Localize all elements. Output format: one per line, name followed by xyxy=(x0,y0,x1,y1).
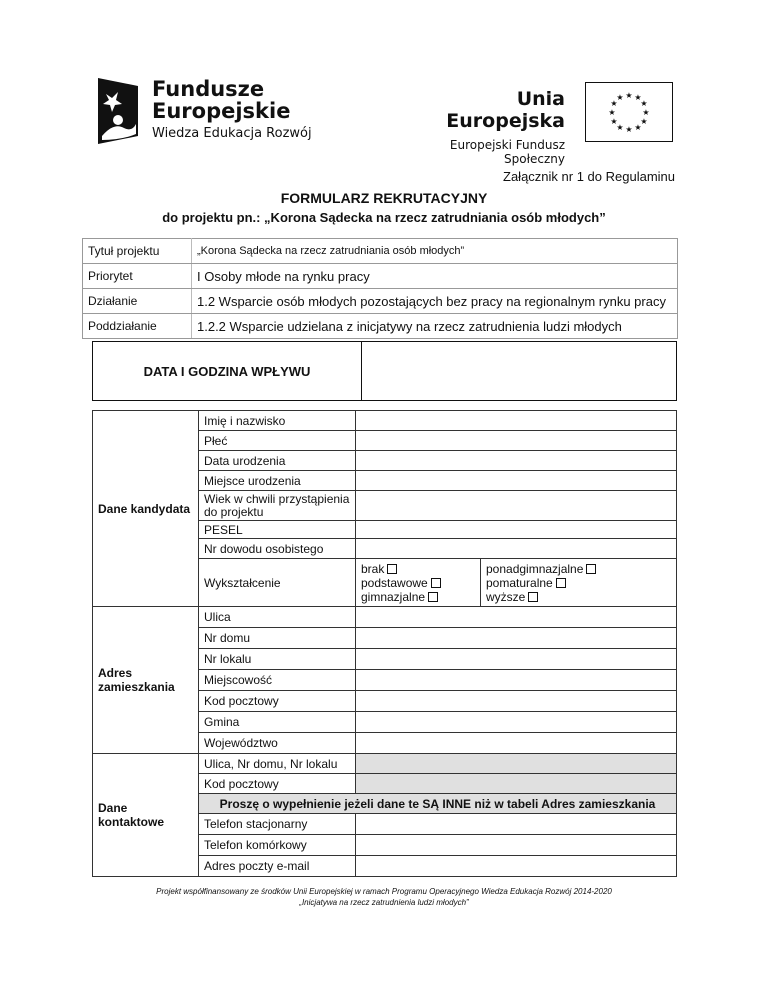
ue-subtitle: Europejski Fundusz Społeczny xyxy=(449,138,565,166)
street-input[interactable] xyxy=(356,607,677,628)
footer xyxy=(0,886,768,908)
fe-logo-line1: Fundusze xyxy=(152,77,265,101)
field-label: Województwo xyxy=(199,733,356,754)
project-info-table xyxy=(82,238,678,339)
education-option[interactable] xyxy=(486,576,671,590)
apartment-number-input[interactable] xyxy=(356,649,677,670)
field-label: Adres poczty e-mail xyxy=(199,856,356,877)
option-label: podstawowe xyxy=(361,575,428,590)
field-label: Ulica, Nr domu, Nr lokalu xyxy=(199,754,356,774)
project-row xyxy=(83,289,678,314)
option-label: wyższe xyxy=(486,589,526,604)
checkbox-icon[interactable] xyxy=(428,592,438,602)
option-label: brak xyxy=(361,561,385,576)
checkbox-icon[interactable] xyxy=(586,564,596,574)
checkbox-icon[interactable] xyxy=(528,592,538,602)
field-label: PESEL xyxy=(199,521,356,539)
section-candidate: Dane kandydata xyxy=(93,411,199,607)
birth-date-input[interactable] xyxy=(356,451,677,471)
education-options-2 xyxy=(481,559,677,607)
contact-note: Proszę o wypełnienie jeżeli dane te SĄ INNE niż w tabeli Adres zamieszkania xyxy=(199,794,677,814)
svg-text:★: ★ xyxy=(640,99,648,108)
project-value: I Osoby młode na rynku pracy xyxy=(192,264,678,289)
birth-place-input[interactable] xyxy=(356,471,677,491)
field-label: Data urodzenia xyxy=(199,451,356,471)
fe-logo-text xyxy=(152,78,312,141)
field-label: Płeć xyxy=(199,431,356,451)
form-title: FORMULARZ REKRUTACYJNY xyxy=(280,190,488,206)
checkbox-icon[interactable] xyxy=(387,564,397,574)
svg-text:★: ★ xyxy=(642,108,650,117)
municipality-input[interactable] xyxy=(356,712,677,733)
field-label: Nr dowodu osobistego xyxy=(199,539,356,559)
footer-line1: Projekt współfinansowany ze środków Unii Europejskiej w ramach Programu Operacyjnego Wiedza Edukacja Rozwój 2014-2020 xyxy=(156,887,612,896)
house-number-input[interactable] xyxy=(356,628,677,649)
project-label: Działanie xyxy=(83,289,192,314)
footer-line2: „Inicjatywa na rzecz zatrudnienia ludzi młodych” xyxy=(299,898,469,907)
form-subtitle: do projektu pn.: „Korona Sądecka na rzecz zatrudniania osób młodych” xyxy=(162,210,606,225)
education-options-1 xyxy=(356,559,481,607)
ue-text xyxy=(400,88,565,166)
svg-text:★: ★ xyxy=(625,125,633,134)
fe-logo-subtitle: Wiedza Edukacja Rozwój xyxy=(152,126,312,141)
table-row xyxy=(93,607,677,628)
date-received-field[interactable] xyxy=(362,342,676,400)
attachment-label: Załącznik nr 1 do Regulaminu xyxy=(503,169,675,184)
education-option[interactable] xyxy=(361,590,475,604)
section-address: Adres zamieszkania xyxy=(93,607,199,754)
project-value: 1.2 Wsparcie osób młodych pozostających bez pracy na regionalnym rynku pracy xyxy=(192,289,678,314)
date-received-label: DATA I GODZINA WPŁYWU xyxy=(93,342,362,400)
pesel-input[interactable] xyxy=(356,521,677,539)
eu-flag-icon xyxy=(585,82,673,142)
landline-input[interactable] xyxy=(356,814,677,835)
age-input[interactable] xyxy=(356,491,677,521)
svg-text:★: ★ xyxy=(634,123,642,132)
option-label: ponadgimnazjalne xyxy=(486,561,584,576)
field-label: Ulica xyxy=(199,607,356,628)
project-row xyxy=(83,239,678,264)
fundusze-europejskie-logo-icon xyxy=(92,74,144,146)
city-input[interactable] xyxy=(356,670,677,691)
field-label: Gmina xyxy=(199,712,356,733)
id-number-input[interactable] xyxy=(356,539,677,559)
svg-text:★: ★ xyxy=(634,93,642,102)
project-value: „Korona Sądecka na rzecz zatrudniania osób młodych” xyxy=(192,239,678,264)
education-option[interactable] xyxy=(361,576,475,590)
gender-input[interactable] xyxy=(356,431,677,451)
field-label: Imię i nazwisko xyxy=(199,411,356,431)
full-name-input[interactable] xyxy=(356,411,677,431)
option-label: pomaturalne xyxy=(486,575,553,590)
postal-code-input[interactable] xyxy=(356,691,677,712)
svg-text:★: ★ xyxy=(616,93,624,102)
field-label: Miejsce urodzenia xyxy=(199,471,356,491)
contact-street-input[interactable] xyxy=(356,754,677,774)
svg-text:★: ★ xyxy=(640,117,648,126)
field-label: Telefon komórkowy xyxy=(199,835,356,856)
ue-title: Unia Europejska xyxy=(446,88,565,132)
date-received-box xyxy=(92,341,677,401)
contact-postal-code-input[interactable] xyxy=(356,774,677,794)
field-label: Kod pocztowy xyxy=(199,691,356,712)
project-label: Tytuł projektu xyxy=(83,239,192,264)
project-label: Priorytet xyxy=(83,264,192,289)
svg-text:★: ★ xyxy=(616,123,624,132)
checkbox-icon[interactable] xyxy=(431,578,441,588)
email-input[interactable] xyxy=(356,856,677,877)
svg-text:★: ★ xyxy=(610,99,618,108)
checkbox-icon[interactable] xyxy=(556,578,566,588)
field-label: Miejscowość xyxy=(199,670,356,691)
education-option[interactable] xyxy=(361,562,475,576)
svg-text:★: ★ xyxy=(625,91,633,100)
option-label: gimnazjalne xyxy=(361,589,426,604)
svg-text:★: ★ xyxy=(610,117,618,126)
field-label: Wiek w chwili przystąpienia do projektu xyxy=(199,491,356,521)
project-label: Poddziałanie xyxy=(83,314,192,339)
field-label: Telefon stacjonarny xyxy=(199,814,356,835)
education-option[interactable] xyxy=(486,562,671,576)
voivodeship-input[interactable] xyxy=(356,733,677,754)
table-row xyxy=(93,411,677,431)
svg-text:★: ★ xyxy=(608,108,616,117)
field-label: Wykształcenie xyxy=(199,559,356,607)
fe-logo-line2: Europejskie xyxy=(152,99,291,123)
field-label: Nr lokalu xyxy=(199,649,356,670)
field-label: Kod pocztowy xyxy=(199,774,356,794)
education-option[interactable] xyxy=(486,590,671,604)
recruitment-form-table xyxy=(92,410,677,877)
project-row xyxy=(83,314,678,339)
project-value: 1.2.2 Wsparcie udzielana z inicjatywy na rzecz zatrudnienia ludzi młodych xyxy=(192,314,678,339)
field-label: Nr domu xyxy=(199,628,356,649)
table-row xyxy=(93,754,677,774)
section-contact: Dane kontaktowe xyxy=(93,754,199,877)
project-row xyxy=(83,264,678,289)
mobile-input[interactable] xyxy=(356,835,677,856)
